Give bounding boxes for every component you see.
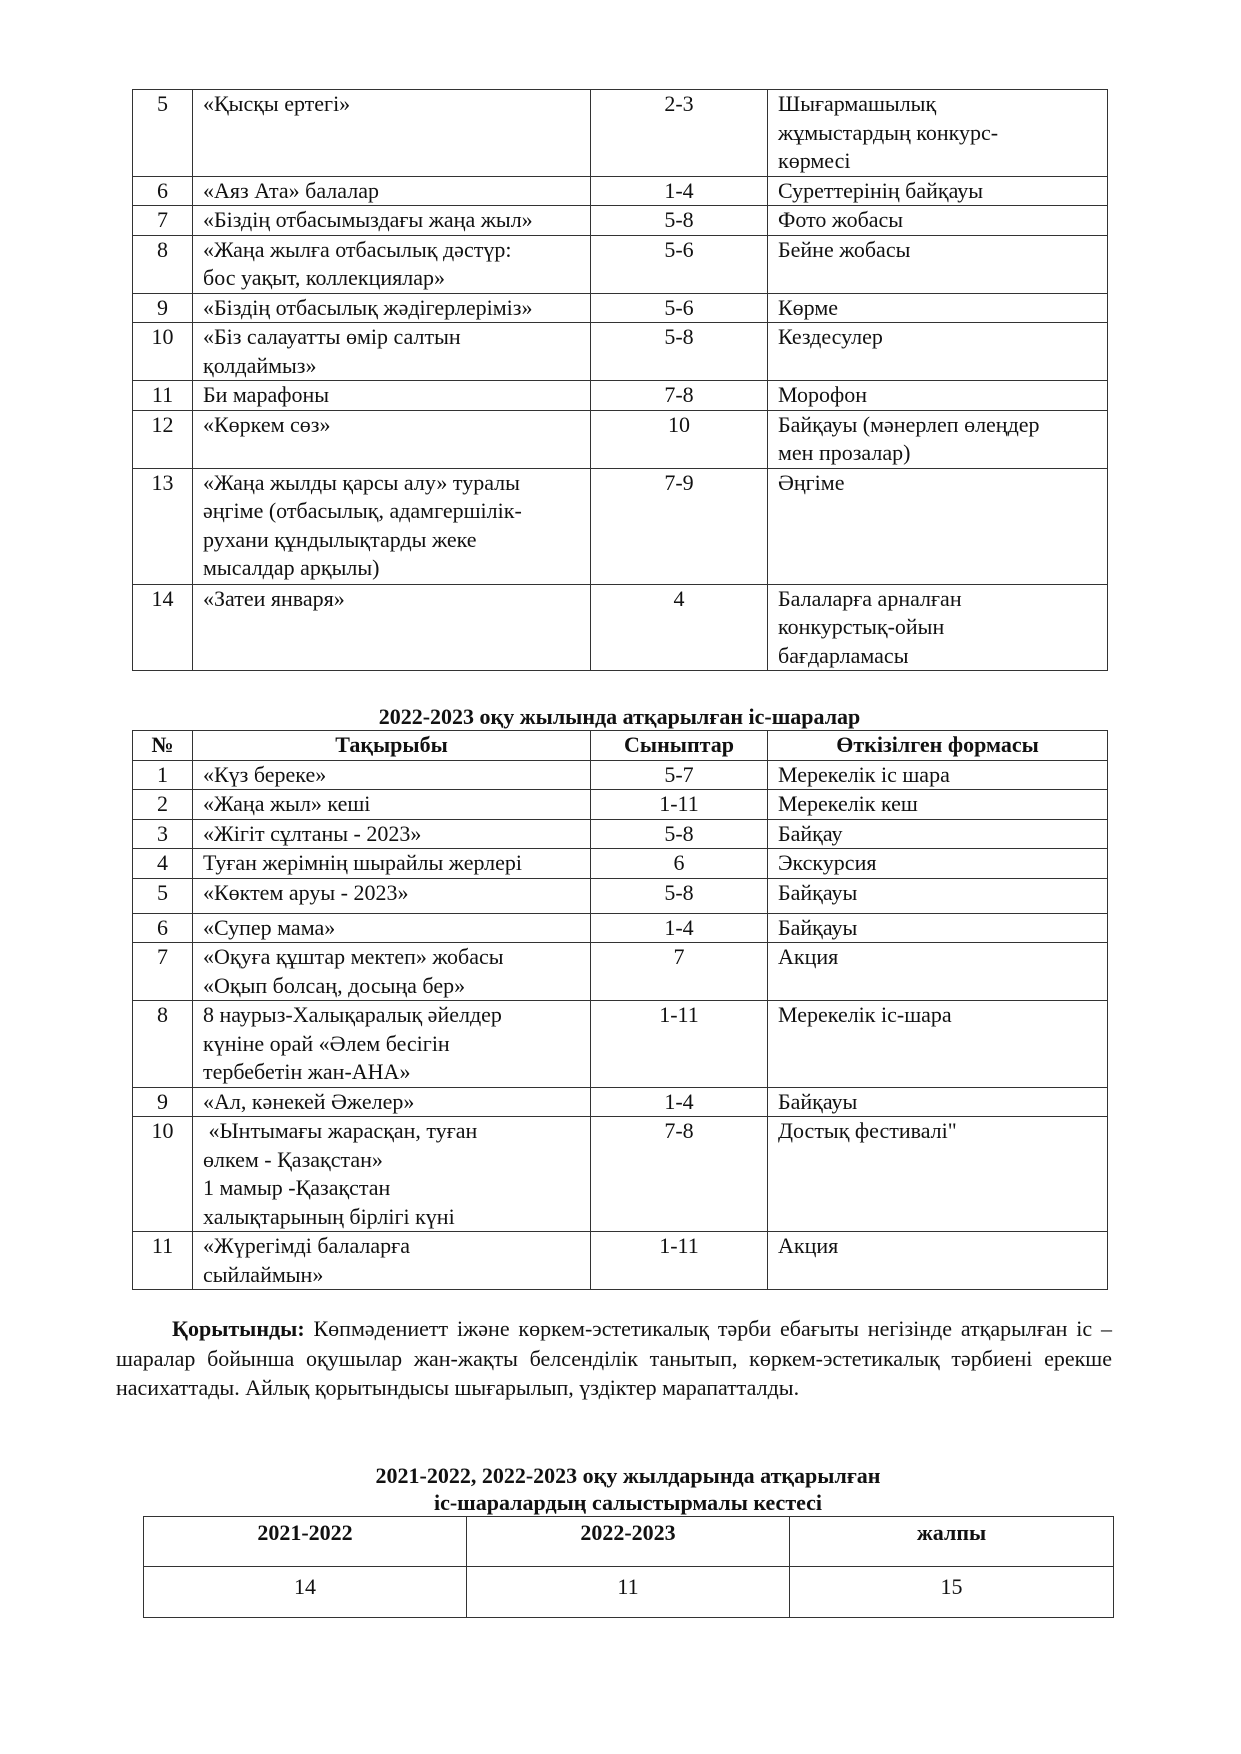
row-number: 11 — [133, 381, 193, 411]
row-title — [193, 760, 591, 790]
row-grades: 1-4 — [591, 1087, 768, 1117]
row-grades: 4 — [591, 584, 768, 671]
row-number: 9 — [133, 293, 193, 323]
row-form-line: Мерекелік іс-шара — [778, 1002, 952, 1027]
row-number: 4 — [133, 849, 193, 879]
row-title — [193, 293, 591, 323]
table-row — [133, 381, 1108, 411]
table-header-row — [133, 731, 1108, 761]
row-form-line: бағдарламасы — [778, 642, 909, 668]
row-form — [768, 1232, 1108, 1290]
row-form — [768, 1087, 1108, 1117]
row-form-line: Кездесулер — [778, 324, 883, 349]
row-grades: 6 — [591, 849, 768, 879]
row-form — [768, 584, 1108, 671]
table-row — [133, 584, 1108, 671]
table-row — [133, 1117, 1108, 1232]
row-number: 13 — [133, 468, 193, 584]
row-title — [193, 206, 591, 236]
row-title-line: мысалдар арқылы) — [203, 555, 380, 580]
row-number: 8 — [133, 235, 193, 293]
row-title-line: «Ынтымағы жарасқан, туған — [203, 1118, 478, 1143]
row-title-line: сыйлаймын» — [203, 1261, 324, 1287]
row-form-line: Көрме — [778, 294, 839, 320]
row-form-line: Мерекелік іс шара — [778, 761, 950, 787]
row-title-line: «Біз салауатты өмір салтын — [203, 324, 461, 349]
row-form-line: Балаларға арналған — [778, 585, 962, 611]
row-title-line: «Ал, кәнекей Әжелер» — [203, 1088, 415, 1114]
row-title — [193, 584, 591, 671]
header-number: № — [133, 731, 193, 761]
row-title-line: «Оқып болсаң, досыңа бер» — [203, 972, 466, 998]
comparison-header-row — [144, 1517, 1114, 1567]
table-row — [133, 790, 1108, 820]
row-form-line: Бейне жобасы — [778, 236, 911, 262]
row-grades: 7-8 — [591, 381, 768, 411]
row-title — [193, 849, 591, 879]
row-form — [768, 913, 1108, 943]
value-2021-2022: 14 — [144, 1567, 467, 1618]
row-title — [193, 913, 591, 943]
row-title — [193, 819, 591, 849]
row-grades: 5-6 — [591, 235, 768, 293]
row-form — [768, 323, 1108, 381]
header-total: жалпы — [790, 1517, 1114, 1567]
row-title — [193, 176, 591, 206]
row-title-line: «Біздің отбасылық жәдігерлеріміз» — [203, 294, 533, 320]
row-title — [193, 1001, 591, 1088]
row-title-line: тербебетін жан-АНА» — [203, 1059, 411, 1084]
row-title-line: қолдаймыз» — [203, 352, 317, 378]
row-title-line: «Оқуға құштар мектеп» жобасы — [203, 944, 504, 969]
conclusion-paragraph — [116, 1314, 1112, 1403]
row-form — [768, 235, 1108, 293]
events-table-2022-2023 — [132, 730, 1108, 1290]
table-row — [133, 468, 1108, 584]
value-total: 15 — [790, 1567, 1114, 1618]
row-grades: 5-7 — [591, 760, 768, 790]
row-title-line: өлкем - Қазақстан» — [203, 1146, 383, 1172]
row-form — [768, 206, 1108, 236]
table-row — [133, 1001, 1108, 1088]
row-title-line: «Жаңа жыл» кеші — [203, 791, 371, 816]
row-form — [768, 176, 1108, 206]
table-row — [133, 323, 1108, 381]
row-title — [193, 235, 591, 293]
row-form — [768, 1001, 1108, 1088]
row-form — [768, 410, 1108, 468]
row-number: 5 — [133, 878, 193, 913]
row-grades: 5-8 — [591, 878, 768, 913]
row-form-line: Байқауы — [778, 1088, 858, 1114]
row-form-line: Шығармашылық — [778, 91, 937, 116]
row-title-line: «Көктем аруы - 2023» — [203, 879, 409, 905]
row-form — [768, 1117, 1108, 1232]
row-form-line: Байқауы (мәнерлеп өлеңдер — [778, 411, 1040, 437]
row-form-line: Байқау — [778, 820, 843, 846]
table3-heading-line1: 2021-2022, 2022-2023 оқу жылдарында атқарылған — [375, 1463, 881, 1488]
row-number: 10 — [133, 1117, 193, 1232]
table-row — [133, 410, 1108, 468]
row-number: 6 — [133, 176, 193, 206]
row-form — [768, 943, 1108, 1001]
row-title-line: Туған жерімнің шырайлы жерлері — [203, 850, 523, 875]
row-grades: 1-11 — [591, 790, 768, 820]
header-year-2022-2023: 2022-2023 — [467, 1517, 790, 1567]
row-number: 5 — [133, 90, 193, 177]
table3-heading-line2: іс-шаралардың салыстырмалы кестесі — [433, 1490, 823, 1515]
table-row — [133, 1087, 1108, 1117]
row-title-line: күніне орай «Әлем бесігін — [203, 1030, 450, 1056]
row-grades: 5-8 — [591, 323, 768, 381]
row-title-line: «Жаңа жылды қарсы алу» туралы — [203, 469, 520, 495]
row-form-line: Байқауы — [778, 914, 858, 940]
row-form — [768, 849, 1108, 879]
table-row — [133, 819, 1108, 849]
row-number: 12 — [133, 410, 193, 468]
table-row — [133, 1232, 1108, 1290]
row-number: 10 — [133, 323, 193, 381]
row-form-line: конкурстық-ойын — [778, 614, 945, 639]
row-number: 6 — [133, 913, 193, 943]
row-title-line: «Жаңа жылға отбасылық дәстүр: — [203, 236, 512, 262]
row-grades: 1-4 — [591, 913, 768, 943]
row-title — [193, 878, 591, 913]
header-year-2021-2022: 2021-2022 — [144, 1517, 467, 1567]
header-form: Өткізілген формасы — [768, 731, 1108, 761]
row-title — [193, 468, 591, 584]
header-grades: Сыныптар — [591, 731, 768, 761]
row-number: 14 — [133, 584, 193, 671]
row-title-line: «Қысқы ертегі» — [203, 91, 351, 116]
row-title — [193, 943, 591, 1001]
header-title: Тақырыбы — [193, 731, 591, 761]
row-grades: 1-4 — [591, 176, 768, 206]
row-grades: 5-6 — [591, 293, 768, 323]
row-form-line: Экскурсия — [778, 850, 877, 875]
row-title-line: 8 наурыз-Халықаралық әйелдер — [203, 1002, 502, 1027]
row-form — [768, 878, 1108, 913]
row-grades: 2-3 — [591, 90, 768, 177]
row-grades: 5-8 — [591, 206, 768, 236]
row-form-line: Достық фестивалі" — [778, 1118, 957, 1143]
table2-heading: 2022-2023 оқу жылында атқарылған іс-шаралар — [378, 704, 861, 729]
row-form-line: Морофон — [778, 382, 868, 407]
row-form-line: көрмесі — [778, 148, 851, 173]
table-row — [133, 760, 1108, 790]
row-form — [768, 381, 1108, 411]
row-title-line: рухани құндылықтарды жеке — [203, 526, 477, 552]
row-title — [193, 90, 591, 177]
row-title — [193, 1087, 591, 1117]
row-form — [768, 819, 1108, 849]
table-row — [133, 913, 1108, 943]
row-title-line: «Біздің отбасымыздағы жаңа жыл» — [203, 207, 533, 232]
row-title-line: Би марафоны — [203, 382, 330, 407]
row-title-line: «Жігіт сұлтаны - 2023» — [203, 820, 422, 846]
conclusion-label: Қорытынды: — [172, 1316, 305, 1341]
table-row — [133, 90, 1108, 177]
row-number: 2 — [133, 790, 193, 820]
row-title — [193, 790, 591, 820]
row-title-line: әңгіме (отбасылық, адамгершілік- — [203, 498, 522, 523]
row-title-line: «Жүрегімді балаларға — [203, 1233, 410, 1258]
row-title-line: «Көркем сөз» — [203, 411, 331, 437]
row-title-line: «Супер мама» — [203, 914, 336, 940]
row-number: 7 — [133, 943, 193, 1001]
conclusion-text: Көпмәдениетт іжәне көркем-эстетикалық тәрби ебағыты негізінде атқарылған іс –шаралар бойынша оқушылар жан-жақты белсенділік танытып, көркем-эстетикалық тәрбиені ерекше насихаттады. Айлық қорытындысы шығарылып, үздіктер марапатталды. — [116, 1316, 1112, 1400]
row-title-line: халықтарының бірлігі күні — [203, 1203, 455, 1229]
row-title — [193, 1232, 591, 1290]
comparison-table — [143, 1516, 1114, 1618]
row-form-line: жұмыстардың конкурс- — [778, 119, 999, 145]
row-form — [768, 790, 1108, 820]
row-number: 7 — [133, 206, 193, 236]
row-grades: 10 — [591, 410, 768, 468]
row-title-line: «Аяз Ата» балалар — [203, 177, 379, 203]
value-2022-2023: 11 — [467, 1567, 790, 1618]
table-row — [133, 849, 1108, 879]
row-form-line: Суреттерінің байқауы — [778, 177, 984, 203]
row-title — [193, 410, 591, 468]
row-grades: 1-11 — [591, 1001, 768, 1088]
row-form — [768, 468, 1108, 584]
table-row — [133, 293, 1108, 323]
row-form-line: Әңгіме — [778, 469, 845, 495]
row-title-line: «Күз береке» — [203, 761, 327, 787]
row-form-line: Акция — [778, 944, 839, 969]
row-grades: 7-8 — [591, 1117, 768, 1232]
row-title — [193, 381, 591, 411]
table-row — [133, 235, 1108, 293]
row-form-line: мен прозалар) — [778, 440, 911, 465]
row-title — [193, 323, 591, 381]
row-title-line: бос уақыт, коллекциялар» — [203, 265, 446, 290]
row-form-line: Байқауы — [778, 879, 858, 905]
table-row — [133, 206, 1108, 236]
row-title-line: 1 мамыр -Қазақстан — [203, 1175, 391, 1200]
row-form-line: Мерекелік кеш — [778, 791, 918, 816]
row-number: 3 — [133, 819, 193, 849]
row-grades: 5-8 — [591, 819, 768, 849]
table-row — [133, 878, 1108, 913]
row-form-line: Акция — [778, 1233, 839, 1258]
row-grades: 7 — [591, 943, 768, 1001]
comparison-values-row — [144, 1567, 1114, 1618]
row-title — [193, 1117, 591, 1232]
events-table-continued — [132, 89, 1108, 671]
row-grades: 7-9 — [591, 468, 768, 584]
row-title-line: «Затеи января» — [203, 585, 345, 611]
row-form-line: Фото жобасы — [778, 207, 904, 232]
row-form — [768, 90, 1108, 177]
row-number: 8 — [133, 1001, 193, 1088]
table-row — [133, 176, 1108, 206]
table-row — [133, 943, 1108, 1001]
row-number: 1 — [133, 760, 193, 790]
row-form — [768, 760, 1108, 790]
row-number: 11 — [133, 1232, 193, 1290]
row-grades: 1-11 — [591, 1232, 768, 1290]
row-number: 9 — [133, 1087, 193, 1117]
row-form — [768, 293, 1108, 323]
